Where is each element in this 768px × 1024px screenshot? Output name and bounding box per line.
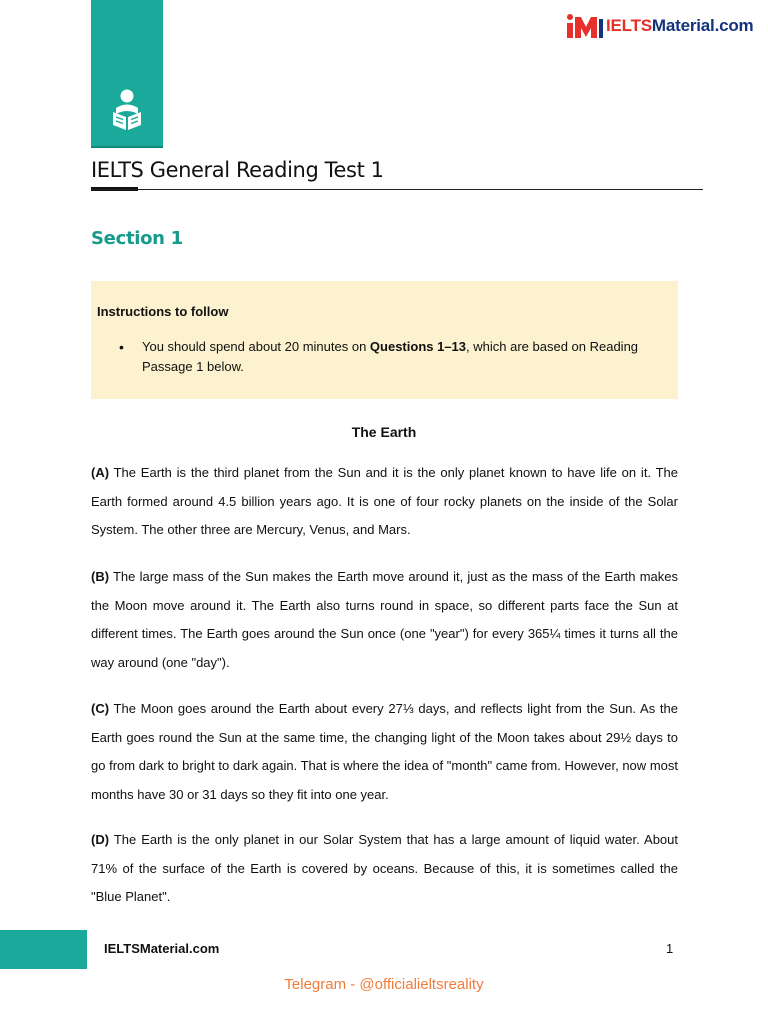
paragraph-text: The large mass of the Sun makes the Earth move around it, just as the mass of the Earth makes the Moon move around it. The Earth also turns round in space, so different parts face the Sun at different times. The Earth goes around the Sun once (one "year") for every 365¼ times it turns all the way around (one "day"). (91, 569, 678, 670)
reader-icon (110, 88, 144, 132)
passage-title: The Earth (351, 424, 417, 440)
instructions-box (91, 281, 678, 399)
telegram-link[interactable]: Telegram - @officialieltsreality (284, 976, 484, 993)
logo-text: IELTSMaterial.com (606, 16, 754, 35)
passage-paragraph-d (91, 826, 678, 912)
paragraph-text: The Earth is the only planet in our Solar System that has a large amount of liquid water. About 71% of the surface of the Earth is covered by oceans. Because of this, it is sometimes called the "Blue Planet". (91, 832, 678, 904)
paragraph-text: The Moon goes around the Earth about every 27⅓ days, and reflects light from the Sun. As the Earth goes round the Sun at the same time, the changing light of the Moon takes about 29½ days to go from dark to bright to dark again. That is where the idea of "month" came from. However, now most months have 30 or 31 days so they fit into one year. (91, 701, 678, 802)
footer-site-link[interactable]: IELTSMaterial.com (104, 941, 220, 956)
footer-accent-bar (0, 930, 87, 969)
passage-paragraph-b (91, 563, 678, 677)
paragraph-label: (D) (91, 832, 110, 847)
paragraph-text: The Earth is the third planet from the Sun and it is the only planet known to have life on it. The Earth formed around 4.5 billion years ago. It is one of four rocky planets on the inside of the Solar System. The other three are Mercury, Venus, and Mars. (91, 465, 678, 537)
section-heading: Section 1 (91, 228, 183, 249)
title-rule (91, 189, 703, 190)
bullet-icon: • (119, 339, 124, 355)
tab-underline (91, 146, 163, 148)
page-title: IELTS General Reading Test 1 (91, 158, 384, 182)
passage-paragraph-c (91, 695, 678, 809)
instructions-list (119, 337, 664, 377)
logo-mark-icon (566, 13, 604, 39)
paragraph-label: (A) (91, 465, 110, 480)
page-number: 1 (666, 941, 674, 956)
paragraph-label: (B) (91, 569, 110, 584)
passage-paragraph-a (91, 459, 678, 545)
paragraph-label: (C) (91, 701, 110, 716)
instruction-item: • You should spend about 20 minutes on Questions 1–13, which are based on Reading Passage 1 below. (119, 339, 639, 374)
site-logo[interactable] (566, 12, 753, 40)
instructions-title: Instructions to follow (97, 304, 229, 319)
